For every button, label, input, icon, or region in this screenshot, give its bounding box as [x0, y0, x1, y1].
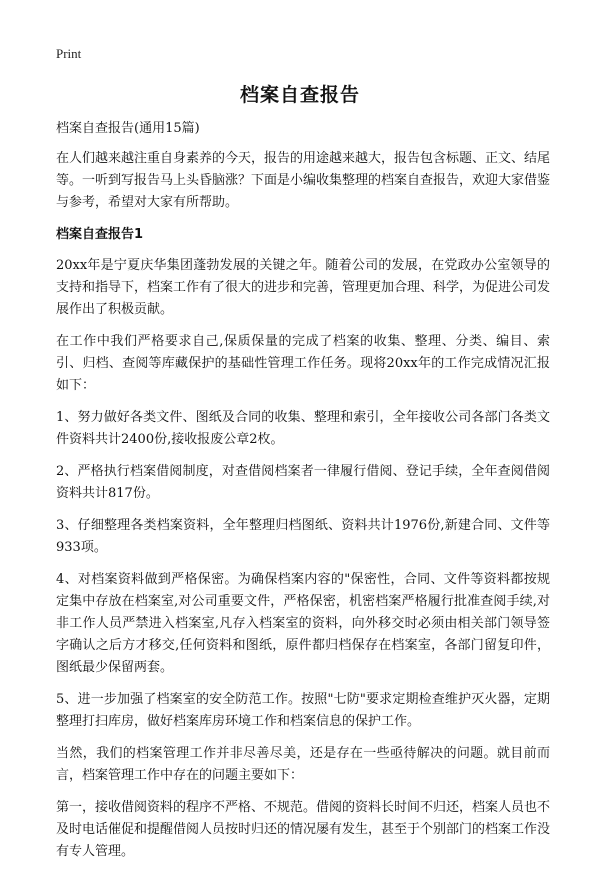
list-item: 4、对档案资料做到严格保密。为确保档案内容的"保密性，合同、文件等资料都按规定集中存放在档案室,对公司重要文件，严格保密，机密档案严格履行批准查阅手续,对非工作人员严禁进入档案室,凡存入档案室的资料，向外移交时必须由相关部门领导签字确认之后方才移交,任何资料和图纸，原件都归档保存在档案室，各部门留复印件，图纸最少保留两套。 — [56, 572, 550, 675]
paragraph: 第一，接收借阅资料的程序不严格、不规范。借阅的资料长时间不归还，档案人员也不及时电话催促和提醒借阅人员按时归还的情况屡有发生，甚至于个别部门的档案工作没有专人管理。 — [56, 800, 551, 859]
section-heading: 档案自查报告1 — [56, 227, 144, 242]
page-title: 档案自查报告 — [239, 84, 360, 106]
list-item: 3、仔细整理各类档案资料，全年整理归档图纸、资料共计1976份,新建合同、文件等933项。 — [56, 518, 550, 555]
paragraph: 20xx年是宁夏庆华集团蓬勃发展的关键之年。随着公司的发展，在党政办公室领导的支持和指导下，档案工作有了很大的进步和完善，管理更加合理、科学，为促进公司发展作出了积极贡献。 — [56, 258, 551, 317]
document-body — [56, 118, 550, 873]
paragraph: 在工作中我们严格要求自己,保质保量的完成了档案的收集、整理、分类、编目、索引、归档、查阅等库藏保护的基础性管理工作任务。现将20xx年的工作完成情况汇报如下： — [56, 334, 550, 393]
document-subtitle: 档案自查报告(通用15篇) — [56, 121, 200, 136]
list-item: 1、努力做好各类文件、图纸及合同的收集、整理和索引，全年接收公司各部门各类文件资料共计2400份,接收报废公章2枚。 — [56, 410, 550, 447]
intro-paragraph: 在人们越来越注重自身素养的今天，报告的用途越来越大，报告包含标题、正文、结尾等。一听到写报告马上头昏脑涨？下面是小编收集整理的档案自查报告，欢迎大家借鉴与参考，希望对大家有所帮助。 — [56, 151, 551, 210]
paragraph: 当然，我们的档案管理工作并非尽善尽美，还是存在一些亟待解决的问题。就目前而言，档案管理工作中存在的问题主要如下： — [56, 746, 550, 783]
list-item: 2、严格执行档案借阅制度，对查借阅档案者一律履行借阅、登记手续，全年查阅借阅资料共计817份。 — [56, 464, 550, 501]
print-link[interactable]: Print — [56, 46, 82, 61]
list-item: 5、进一步加强了档案室的安全防范工作。按照"七防"要求定期检查维护灭火器，定期整理打扫库房，做好档案库房环境工作和档案信息的保护工作。 — [56, 692, 550, 729]
